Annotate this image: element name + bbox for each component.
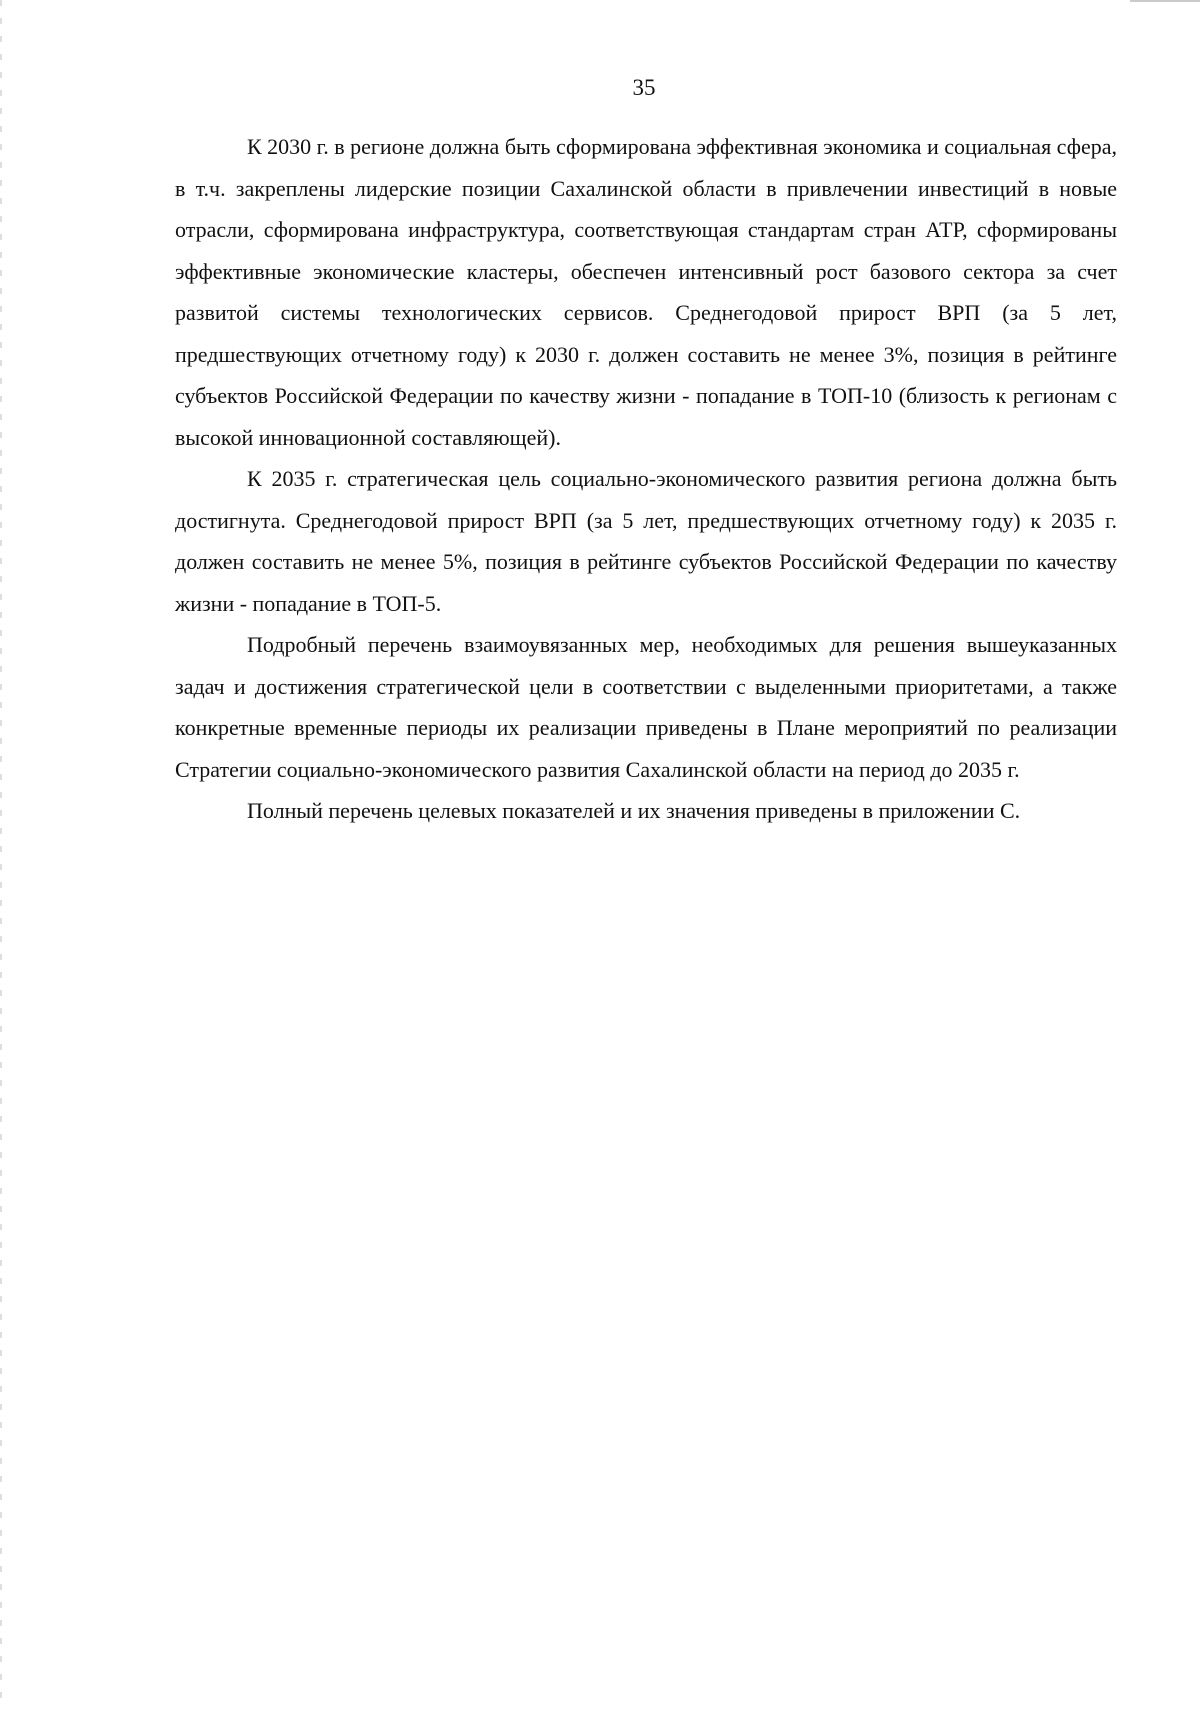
page-number: 35 [632, 75, 656, 100]
paragraph-targets-2035: К 2035 г. стратегическая цель социально-экономического развития региона должна быть достигнута. Среднегодовой прирост ВРП (за 5 лет, предшествующих отчетному году) к 2035 г. должен составить не менее 5%, позиция в рейтинге субъектов Российской Федерации по качеству жизни - попадание в ТОП-5. [175, 466, 1117, 616]
paragraph-action-plan: Подробный перечень взаимоувязанных мер, необходимых для решения вышеуказанных задач и достижения стратегической цели в соответствии с выделенными приоритетами, а также конкретные временные периоды их реализации приведены в Плане мероприятий по реализации Стратегии социально-экономического развития Сахалинской области на период до 2035 г. [175, 632, 1117, 782]
paragraph-appendix-reference: Полный перечень целевых показателей и их значения приведены в приложении С. [247, 798, 1021, 823]
scan-edge-top [1130, 0, 1200, 2]
paragraph-targets-2030: К 2030 г. в регионе должна быть сформирована эффективная экономика и социальная сфера, в т.ч. закреплены лидерские позиции Сахалинской области в привлечении инвестиций в новые отрасли, сформирована инфраструктура, соответствующая стандартам стран АТР, сформированы эффективные экономические кластеры, обеспечен интенсивный рост базового сектора за счет развитой системы технологических сервисов. Среднегодовой прирост ВРП (за 5 лет, предшествующих отчетному году) к 2030 г. должен составить не менее 3%, позиция в рейтинге субъектов Российской Федерации по качеству жизни - попадание в ТОП-10 (близость к регионам с высокой инновационной составляющей). [175, 134, 1117, 450]
scan-edge-left [0, 0, 2, 1710]
document-body [175, 126, 1117, 832]
